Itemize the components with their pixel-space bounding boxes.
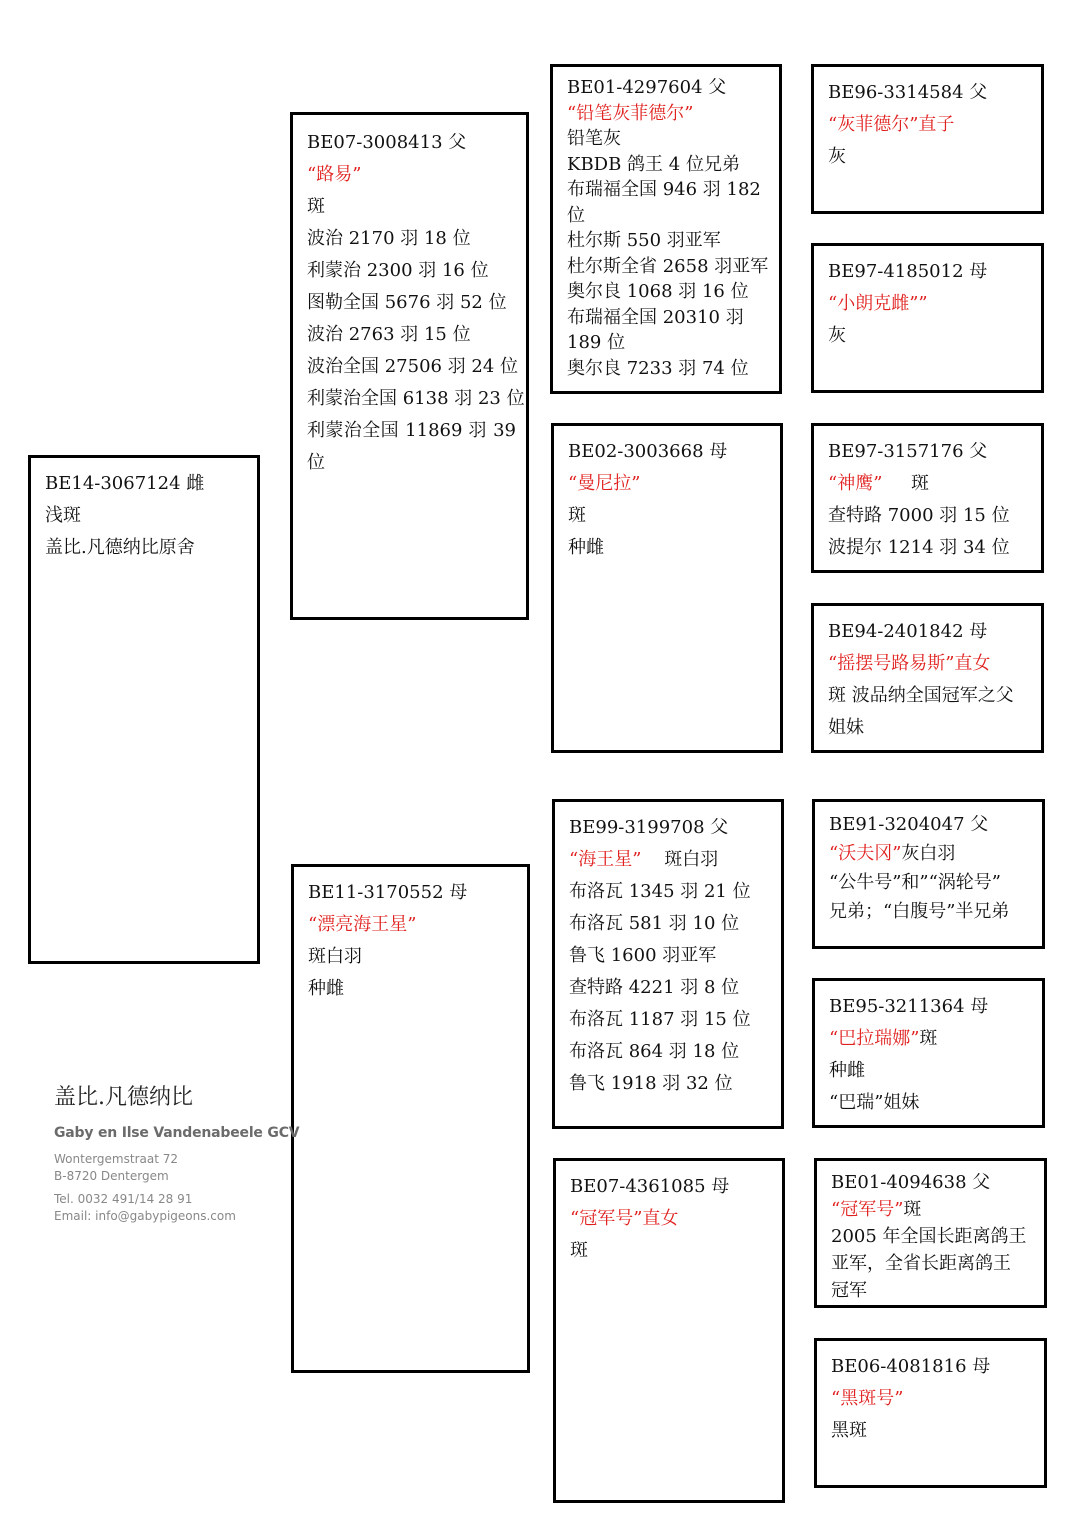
dds-name-line — [831, 1196, 1034, 1223]
dds-line: 亚军，全省长距离鸽王 — [831, 1253, 1011, 1274]
dsd-name-line — [829, 1023, 1032, 1055]
ddd-color: 黑斑 — [831, 1420, 867, 1441]
dss-line: “公牛号”和”“涡轮号” — [829, 872, 1002, 893]
sire-name: “路易” — [307, 164, 362, 185]
sire-result: 利蒙治全国 6138 羽 23 位 — [307, 388, 525, 409]
sire-result: 波治 2170 羽 18 位 — [307, 228, 471, 249]
ssd-color: 灰 — [828, 325, 846, 346]
dds-color: 斑 — [903, 1199, 922, 1220]
dds-card — [814, 1158, 1047, 1308]
breeder-street: Wontergemstraat 72 — [54, 1152, 178, 1166]
ds-result: 布洛瓦 1345 羽 21 位 — [569, 881, 751, 902]
breeder-phone: Tel. 0032 491/14 28 91 — [54, 1192, 193, 1206]
sds-ring: BE97-3157176 父 — [828, 441, 988, 462]
sds-result: 查特路 7000 羽 15 位 — [828, 505, 1010, 526]
ds-result: 布洛瓦 864 羽 18 位 — [569, 1041, 740, 1062]
ss-line: 布瑞福全国 20310 羽 189 位 — [567, 306, 744, 353]
dss-line: 兄弟；“白腹号”半兄弟 — [829, 901, 1010, 922]
sire-color: 斑 — [307, 196, 325, 217]
ds-color: 斑白羽 — [641, 849, 719, 870]
ds-name: “海王星” — [569, 849, 642, 870]
sss-card — [811, 64, 1044, 214]
dam-card — [291, 864, 530, 1373]
breeder-email: Email: info@gabypigeons.com — [54, 1209, 236, 1223]
sds-card — [811, 423, 1044, 573]
dss-ring: BE91-3204047 父 — [829, 814, 989, 835]
ds-result: 鲁飞 1918 羽 32 位 — [569, 1073, 733, 1094]
dam-note: 种雌 — [308, 978, 344, 999]
subject-card — [28, 455, 260, 964]
dds-name: “冠军号” — [831, 1199, 904, 1220]
dsd-ring: BE95-3211364 母 — [829, 996, 989, 1017]
subject-color: 浅斑 — [45, 505, 81, 526]
sd-note: 种雌 — [568, 537, 604, 558]
sd-ring: BE02-3003668 母 — [568, 441, 728, 462]
dds-line: 冠军 — [831, 1280, 867, 1301]
dsd-card — [812, 978, 1045, 1128]
sire-result: 波治 2763 羽 15 位 — [307, 324, 471, 345]
dd-ring: BE07-4361085 母 — [570, 1176, 730, 1197]
ss-line: 布瑞福全国 946 羽 182 位 — [567, 179, 761, 226]
ds-ring: BE99-3199708 父 — [569, 817, 729, 838]
breeder-name-cn: 盖比.凡德纳比 — [54, 1085, 193, 1110]
ss-line: 铅笔灰 — [567, 128, 621, 149]
dd-color: 斑 — [570, 1240, 588, 1261]
ss-line: 杜尔斯 550 羽亚军 — [567, 230, 721, 251]
sds-color: 斑 — [882, 473, 930, 494]
dam-color: 斑白羽 — [308, 946, 362, 967]
sdd-name: “摇摆号路易斯”直女 — [828, 653, 991, 674]
breeder-city: B-8720 Dentergem — [54, 1169, 169, 1183]
sds-result: 波提尔 1214 羽 34 位 — [828, 537, 1010, 558]
ss-line: 奥尔良 1068 羽 16 位 — [567, 281, 749, 302]
ds-result: 布洛瓦 581 羽 10 位 — [569, 913, 740, 934]
ddd-ring: BE06-4081816 母 — [831, 1356, 991, 1377]
sdd-text: 斑 波品纳全国冠军之父姐妹 — [828, 685, 1014, 738]
dsd-name: “巴拉瑞娜” — [829, 1028, 920, 1049]
sire-card — [290, 112, 529, 620]
sire-result: 利蒙治全国 11869 羽 39 位 — [307, 420, 516, 473]
ss-line: 奥尔良 7233 羽 74 位 — [567, 357, 749, 379]
sds-name-line — [828, 468, 1031, 500]
dd-name: “冠军号”直女 — [570, 1208, 679, 1229]
dds-ring: BE01-4094638 父 — [831, 1172, 991, 1193]
ssd-card — [811, 243, 1044, 393]
dsd-line: “巴瑞”姐妹 — [829, 1092, 920, 1113]
ssd-ring: BE97-4185012 母 — [828, 261, 988, 282]
sire-dam-card — [551, 423, 783, 753]
dss-card — [812, 799, 1045, 949]
sd-name: “曼尼拉” — [568, 473, 641, 494]
ss-line: KBDB 鸽王 4 位兄弟 — [567, 153, 740, 175]
ddd-card — [814, 1338, 1047, 1488]
dam-name: “漂亮海王星” — [308, 914, 417, 935]
dam-ring: BE11-3170552 母 — [308, 882, 468, 903]
ds-name-line — [569, 844, 771, 876]
ds-result: 布洛瓦 1187 羽 15 位 — [569, 1009, 751, 1030]
sd-color: 斑 — [568, 505, 586, 526]
sds-name: “神鹰” — [828, 473, 883, 494]
sss-color: 灰 — [828, 146, 846, 167]
subject-origin: 盖比.凡德纳比原舍 — [45, 537, 195, 558]
dds-line: 2005 年全国长距离鸽王 — [831, 1226, 1027, 1247]
dss-name: “沃夫冈” — [829, 843, 902, 864]
ss-line: 杜尔斯全省 2658 羽亚军 — [567, 255, 769, 277]
sss-ring: BE96-3314584 父 — [828, 82, 988, 103]
dsd-color: 斑 — [919, 1028, 938, 1049]
breeder-name-en: Gaby en Ilse Vandenabeele GCV — [54, 1125, 300, 1141]
ss-ring: BE01-4297604 父 — [567, 77, 727, 98]
dam-sire-card — [552, 799, 784, 1129]
sdd-card — [811, 603, 1044, 753]
subject-ring: BE14-3067124 雌 — [45, 473, 205, 494]
sdd-ring: BE94-2401842 母 — [828, 621, 988, 642]
sire-sire-card — [550, 64, 782, 394]
dss-name-line — [829, 839, 1032, 868]
sire-result: 利蒙治 2300 羽 16 位 — [307, 260, 489, 281]
dss-color: 灰白羽 — [901, 843, 956, 864]
dam-dam-card — [553, 1158, 785, 1503]
sire-result: 波治全国 27506 羽 24 位 — [307, 356, 519, 377]
ds-result: 鲁飞 1600 羽亚军 — [569, 945, 717, 966]
ddd-name: “黑斑号” — [831, 1388, 904, 1409]
ds-result: 查特路 4221 羽 8 位 — [569, 977, 740, 998]
sire-ring: BE07-3008413 父 — [307, 132, 467, 153]
sire-result: 图勒全国 5676 羽 52 位 — [307, 292, 507, 313]
ssd-name: “小朗克雌”” — [828, 293, 928, 314]
ss-name: “铅笔灰菲德尔” — [567, 102, 694, 124]
breeder-info — [54, 1080, 299, 1225]
sss-name: “灰菲德尔”直子 — [828, 114, 955, 135]
dsd-line: 种雌 — [829, 1060, 865, 1081]
